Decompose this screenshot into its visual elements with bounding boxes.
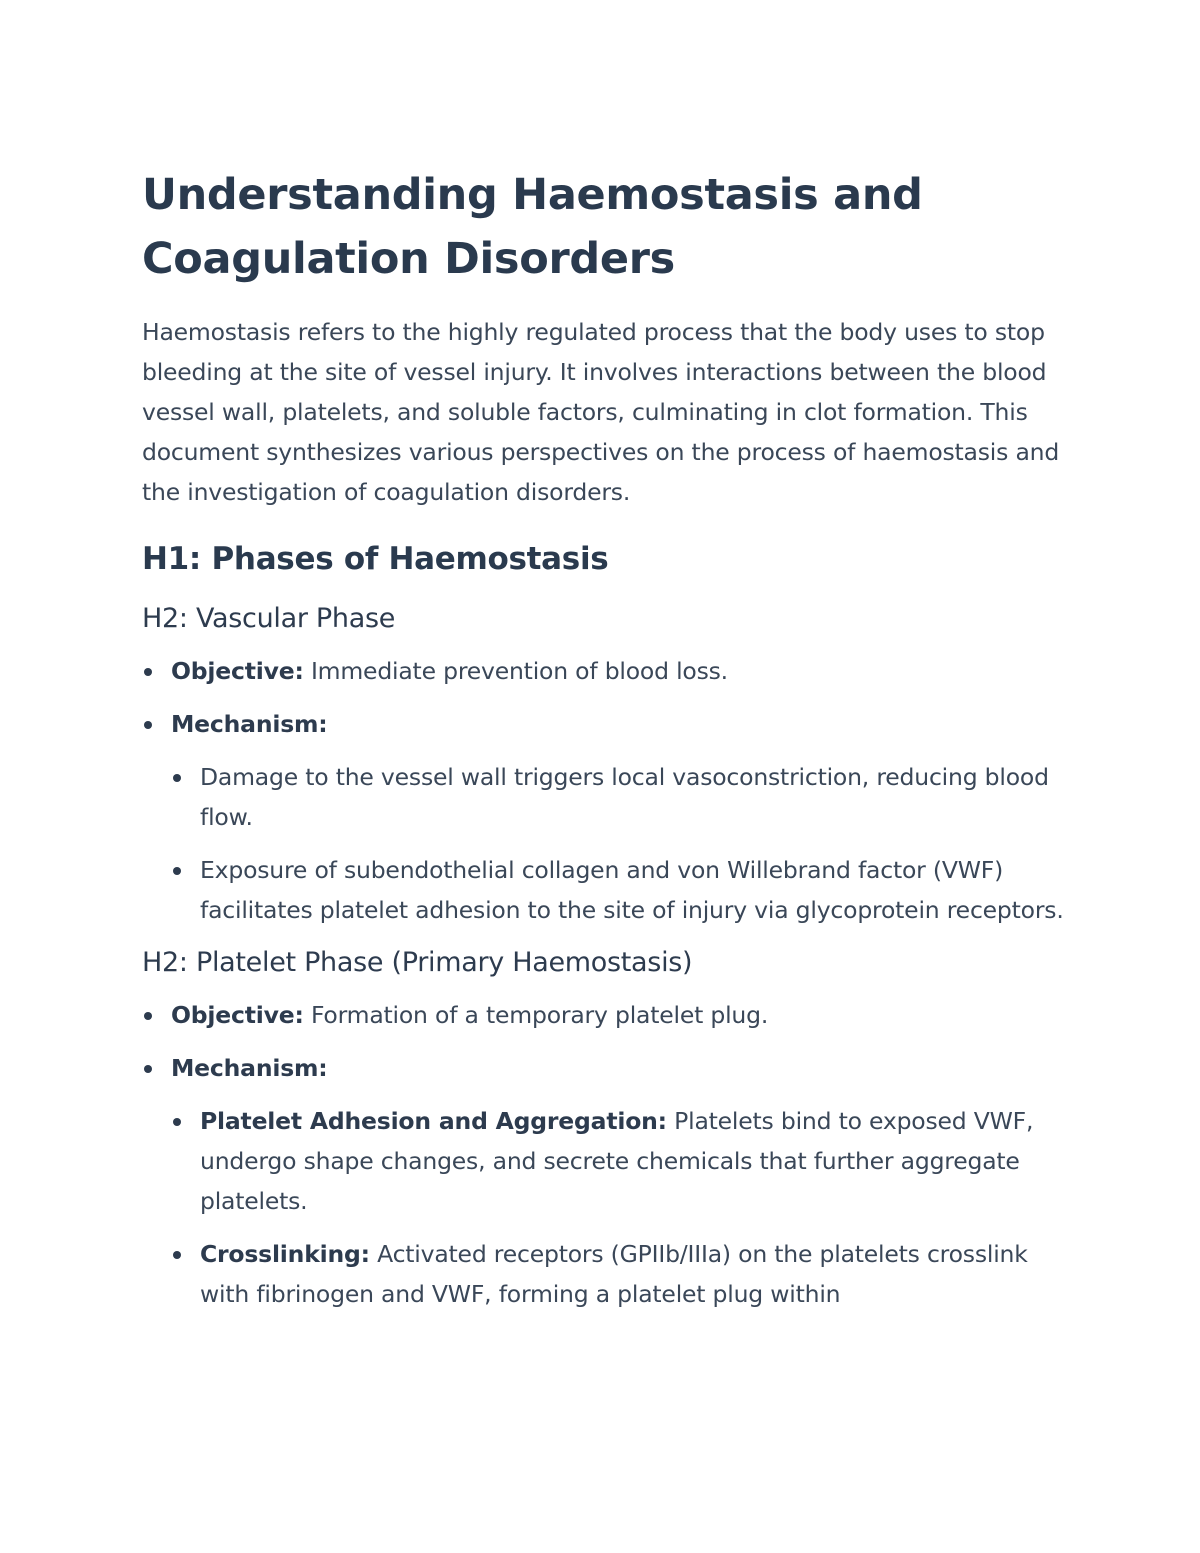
list-item: Exposure of subendothelial collagen and von Willebrand factor (VWF) facilitates platelet adhesion to the site of injury via glycoprotein receptors. (171, 850, 1072, 930)
platelet-mechanism-sublist (171, 1101, 1072, 1314)
objective-text: Immediate prevention of blood loss. (303, 657, 728, 685)
objective-label: Objective: (171, 657, 304, 685)
vascular-phase-list (142, 651, 1072, 930)
term-label: Crosslinking: (200, 1240, 370, 1268)
document-content (142, 163, 1072, 1327)
subsection-heading-vascular: H2: Vascular Phase (142, 603, 396, 634)
term-text: Platelets bind to exposed VWF, undergo shape changes, and secrete chemicals that further aggregate platelets. (200, 1107, 1034, 1215)
document-title: Understanding Haemostasis and Coagulation Disorders (142, 170, 923, 284)
vascular-mechanism-sublist (171, 757, 1072, 930)
list-item-objective (142, 651, 1072, 691)
list-item (171, 1101, 1072, 1221)
list-item (171, 1234, 1072, 1314)
list-item-mechanism (142, 704, 1072, 930)
platelet-phase-list (142, 995, 1072, 1314)
list-item-mechanism (142, 1048, 1072, 1314)
list-item-objective (142, 995, 1072, 1035)
objective-label: Objective: (171, 1001, 304, 1029)
subsection-heading-platelet: H2: Platelet Phase (Primary Haemostasis) (142, 947, 693, 978)
section-heading-phases: H1: Phases of Haemostasis (142, 541, 609, 577)
mechanism-label: Mechanism: (171, 710, 328, 738)
intro-paragraph: Haemostasis refers to the highly regulated process that the body uses to stop bleeding at the site of vessel injury. It involves interactions between the blood vessel wall, platelets, and soluble factors, culminating in clot formation. This document synthesizes various perspectives on the process of haemostasis and the investigation of coagulation disorders. (142, 318, 1060, 506)
list-item: Damage to the vessel wall triggers local vasoconstriction, reducing blood flow. (171, 757, 1072, 837)
mechanism-label: Mechanism: (171, 1054, 328, 1082)
term-label: Platelet Adhesion and Aggregation: (200, 1107, 667, 1135)
term-text: Activated receptors (GPIIb/IIIa) on the platelets crosslink with fibrinogen and VWF, forming a platelet plug within (200, 1240, 1028, 1308)
objective-text: Formation of a temporary platelet plug. (303, 1001, 769, 1029)
